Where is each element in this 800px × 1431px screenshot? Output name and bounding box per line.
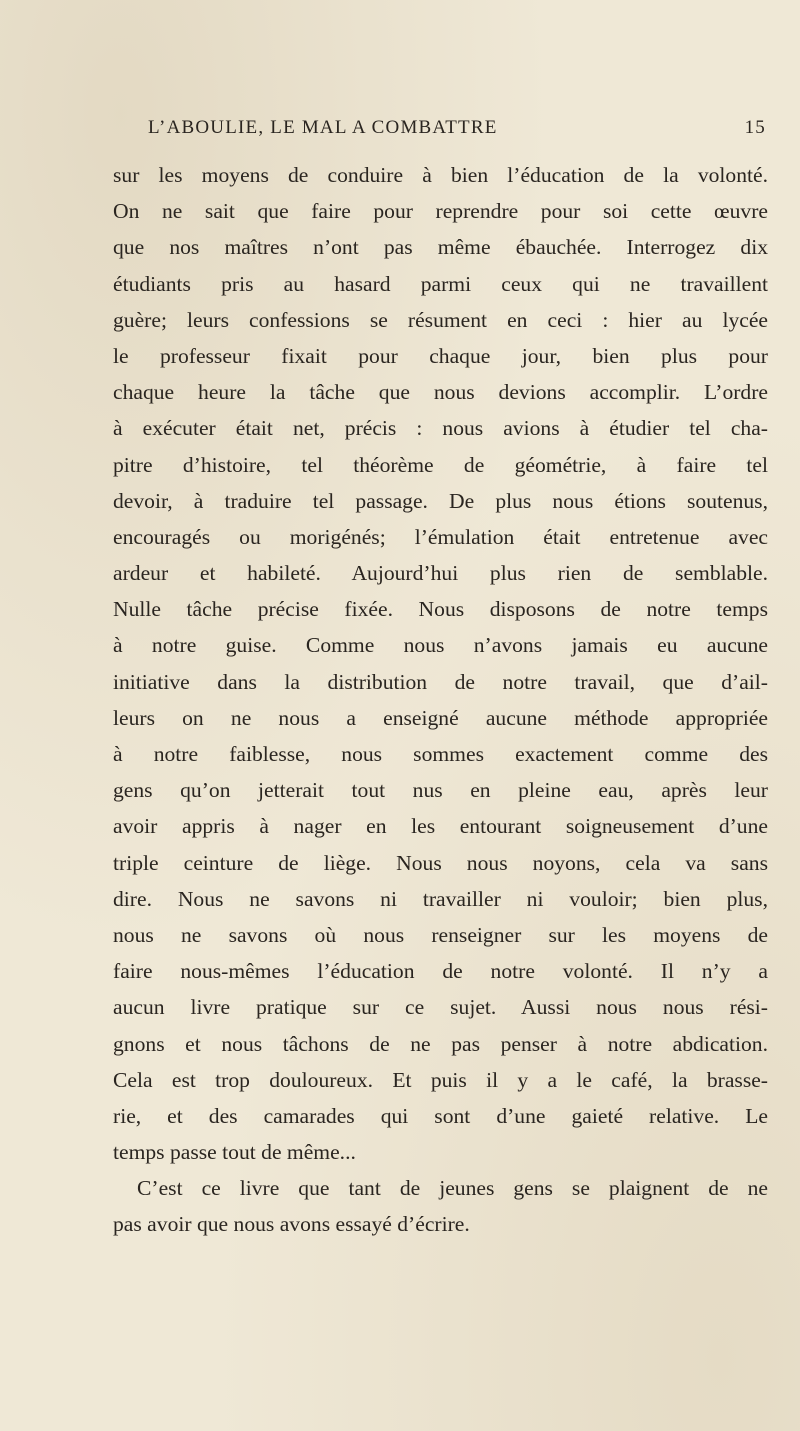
text-line: faire nous-mêmes l’éducation de notre volonté. Il n’y a [113, 959, 768, 984]
text-line: pitre d’histoire, tel théorème de géométrie, à faire tel [113, 452, 768, 477]
body-text [113, 157, 768, 1243]
text-line: sur les moyens de conduire à bien l’éducation de la volonté. [113, 163, 768, 187]
text-line: le professeur fixait pour chaque jour, bien plus pour [113, 343, 768, 368]
text-line: dire. Nous ne savons ni travailler ni vouloir; bien plus, [113, 886, 768, 911]
text-line: à exécuter était net, précis : nous avions à étudier tel cha- [113, 416, 768, 441]
text-line: chaque heure la tâche que nous devions accomplir. L’ordre [113, 380, 768, 405]
text-line: étudiants pris au hasard parmi ceux qui ne travaillent [113, 271, 768, 296]
text-line: rie, et des camarades qui sont d’une gaieté relative. Le [113, 1103, 768, 1128]
text-line: triple ceinture de liège. Nous nous noyons, cela va sans [113, 850, 768, 875]
page-number: 15 [744, 117, 766, 138]
text-line: avoir appris à nager en les entourant soigneusement d’une [113, 814, 768, 839]
text-line: que nos maîtres n’ont pas même ébauchée. Interrogez dix [113, 235, 768, 260]
text-line: pas avoir que nous avons essayé d’écrire. [113, 1212, 470, 1237]
text-line: temps passe tout de même... [113, 1140, 356, 1165]
text-line: guère; leurs confessions se résument en ceci : hier au lycée [113, 307, 768, 332]
text-line: leurs on ne nous a enseigné aucune méthode appropriée [113, 705, 768, 730]
text-line: à notre guise. Comme nous n’avons jamais eu aucune [113, 633, 768, 658]
text-line: Cela est trop douloureux. Et puis il y a le café, la brasse- [113, 1067, 768, 1092]
running-title: L’ABOULIE, LE MAL A COMBATTRE [148, 117, 498, 138]
running-head [148, 117, 766, 147]
text-line: C’est ce livre que tant de jeunes gens se plaignent de ne [137, 1176, 768, 1201]
text-line: devoir, à traduire tel passage. De plus nous étions soutenus, [113, 488, 768, 513]
text-line: encouragés ou morigénés; l’émulation était entretenue avec [113, 524, 768, 549]
text-line: On ne sait que faire pour reprendre pour soi cette œuvre [113, 199, 768, 224]
text-line: à notre faiblesse, nous sommes exactement comme des [113, 742, 768, 766]
text-line: gnons et nous tâchons de ne pas penser à notre abdication. [113, 1031, 768, 1056]
text-line: aucun livre pratique sur ce sujet. Aussi nous nous rési- [113, 995, 768, 1020]
text-line: nous ne savons où nous renseigner sur les moyens de [113, 922, 768, 947]
text-line: Nulle tâche précise fixée. Nous disposons de notre temps [113, 597, 768, 622]
text-line: gens qu’on jetterait tout nus en pleine eau, après leur [113, 778, 768, 803]
text-line: initiative dans la distribution de notre travail, que d’ail- [113, 669, 768, 694]
text-line: ardeur et habileté. Aujourd’hui plus rien de semblable. [113, 561, 768, 586]
